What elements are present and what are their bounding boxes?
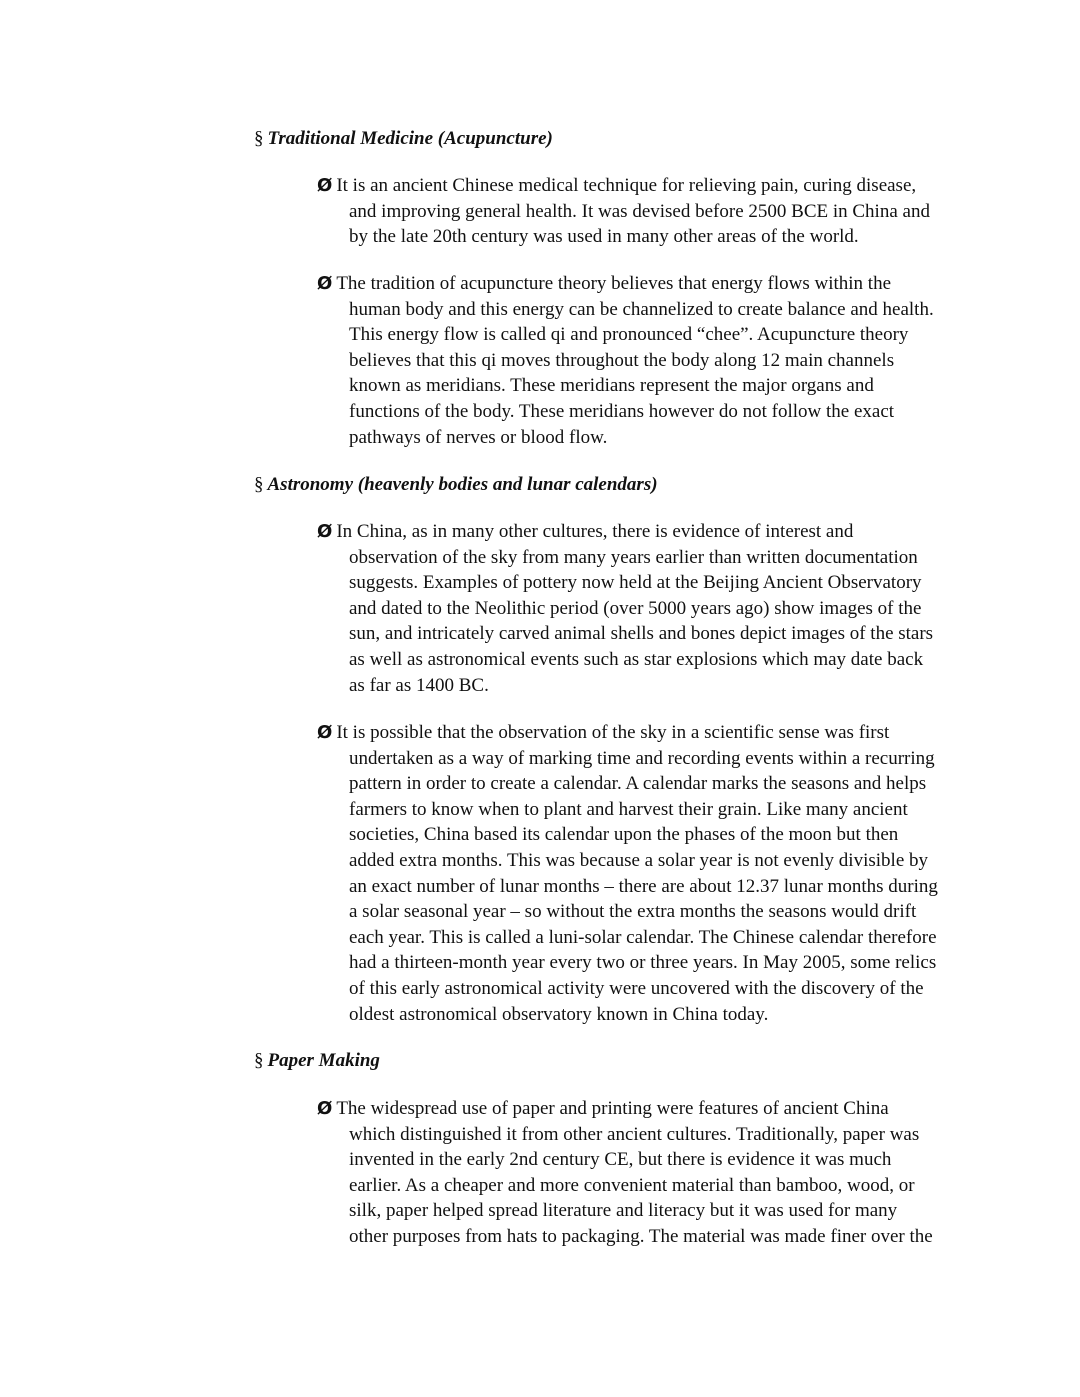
bullet-line: believes that this qi moves throughout the body along 12 main channels [349,349,895,371]
bullet-line [317,173,967,199]
bullet-glyph-icon: Ø [317,1098,333,1119]
bullet-line: sun, and intricately carved animal shells and bones depict images of the stars [349,623,934,645]
bullet-line: an exact number of lunar months – there are about 12.37 lunar months during [349,875,938,897]
bullet-glyph-icon: Ø [317,722,333,743]
bullet-text: It is an ancient Chinese medical technique for relieving pain, curing disease, [336,175,917,196]
bullet-line [317,519,967,545]
bullet-line: and improving general health. It was devised before 2500 BCE in China and [349,200,930,222]
bullet-line: invented in the early 2nd century CE, but there is evidence it was much [349,1149,892,1171]
bullet-text: In China, as in many other cultures, there is evidence of interest and [336,521,854,542]
bullet-line: pattern in order to create a calendar. A calendar marks the seasons and helps [349,773,927,795]
section-marker-icon: § [254,474,264,495]
bullet-item [317,519,967,698]
section-title: Traditional Medicine (Acupuncture) [267,128,553,149]
bullet-text: It is possible that the observation of the sky in a scientific sense was first [336,722,890,743]
bullet-line: and dated to the Neolithic period (over 5000 years ago) show images of the [349,597,922,619]
bullet-text: The tradition of acupuncture theory believes that energy flows within the [336,273,892,294]
section-heading-astronomy [254,472,658,498]
bullet-line: had a thirteen-month year every two or three years. In May 2005, some relics [349,952,937,974]
bullet-item [317,173,967,250]
bullet-line: each year. This is called a luni-solar calendar. The Chinese calendar therefore [349,926,937,948]
bullet-line: farmers to know when to plant and harvest their grain. Like many ancient [349,798,908,820]
bullet-line [317,1096,967,1122]
bullet-line: as far as 1400 BC. [349,674,489,696]
bullet-line: which distinguished it from other ancient cultures. Traditionally, paper was [349,1123,920,1145]
bullet-line: undertaken as a way of marking time and recording events within a recurring [349,747,935,769]
section-marker-icon: § [254,128,264,149]
bullet-line: pathways of nerves or blood flow. [349,426,608,448]
bullet-line: human body and this energy can be channelized to create balance and health. [349,298,934,320]
bullet-line: a solar seasonal year – so without the extra months the seasons would drift [349,901,917,923]
section-title: Astronomy (heavenly bodies and lunar calendars) [267,474,658,495]
bullet-line: This energy flow is called qi and pronounced “chee”. Acupuncture theory [349,324,909,346]
bullet-line: as well as astronomical events such as star explosions which may date back [349,648,924,670]
bullet-line: oldest astronomical observatory known in China today. [349,1003,769,1025]
bullet-line: by the late 20th century was used in many other areas of the world. [349,226,859,248]
section-title: Paper Making [267,1050,380,1071]
bullet-line: earlier. As a cheaper and more convenient material than bamboo, wood, or [349,1174,915,1196]
bullet-item [317,1096,967,1250]
bullet-line: silk, paper helped spread literature and literacy but it was used for many [349,1200,898,1222]
section-heading-paper-making [254,1048,380,1074]
bullet-item [317,720,967,1027]
bullet-line: added extra months. This was because a solar year is not evenly divisible by [349,849,928,871]
bullet-line [317,271,967,297]
bullet-item [317,271,967,450]
bullet-line: other purposes from hats to packaging. The material was made finer over the [349,1225,933,1247]
bullet-text: The widespread use of paper and printing were features of ancient China [336,1098,889,1119]
section-heading-acupuncture [254,126,553,152]
section-marker-icon: § [254,1050,264,1071]
bullet-line: observation of the sky from many years earlier than written documentation [349,546,918,568]
bullet-glyph-icon: Ø [317,175,333,196]
bullet-line [317,720,967,746]
bullet-glyph-icon: Ø [317,273,333,294]
bullet-line: of this early astronomical activity were uncovered with the discovery of the [349,977,924,999]
bullet-line: known as meridians. These meridians represent the major organs and [349,375,874,397]
bullet-line: suggests. Examples of pottery now held at the Beijing Ancient Observatory [349,572,922,594]
bullet-line: societies, China based its calendar upon the phases of the moon but then [349,824,899,846]
bullet-line: functions of the body. These meridians however do not follow the exact [349,400,895,422]
bullet-glyph-icon: Ø [317,521,333,542]
